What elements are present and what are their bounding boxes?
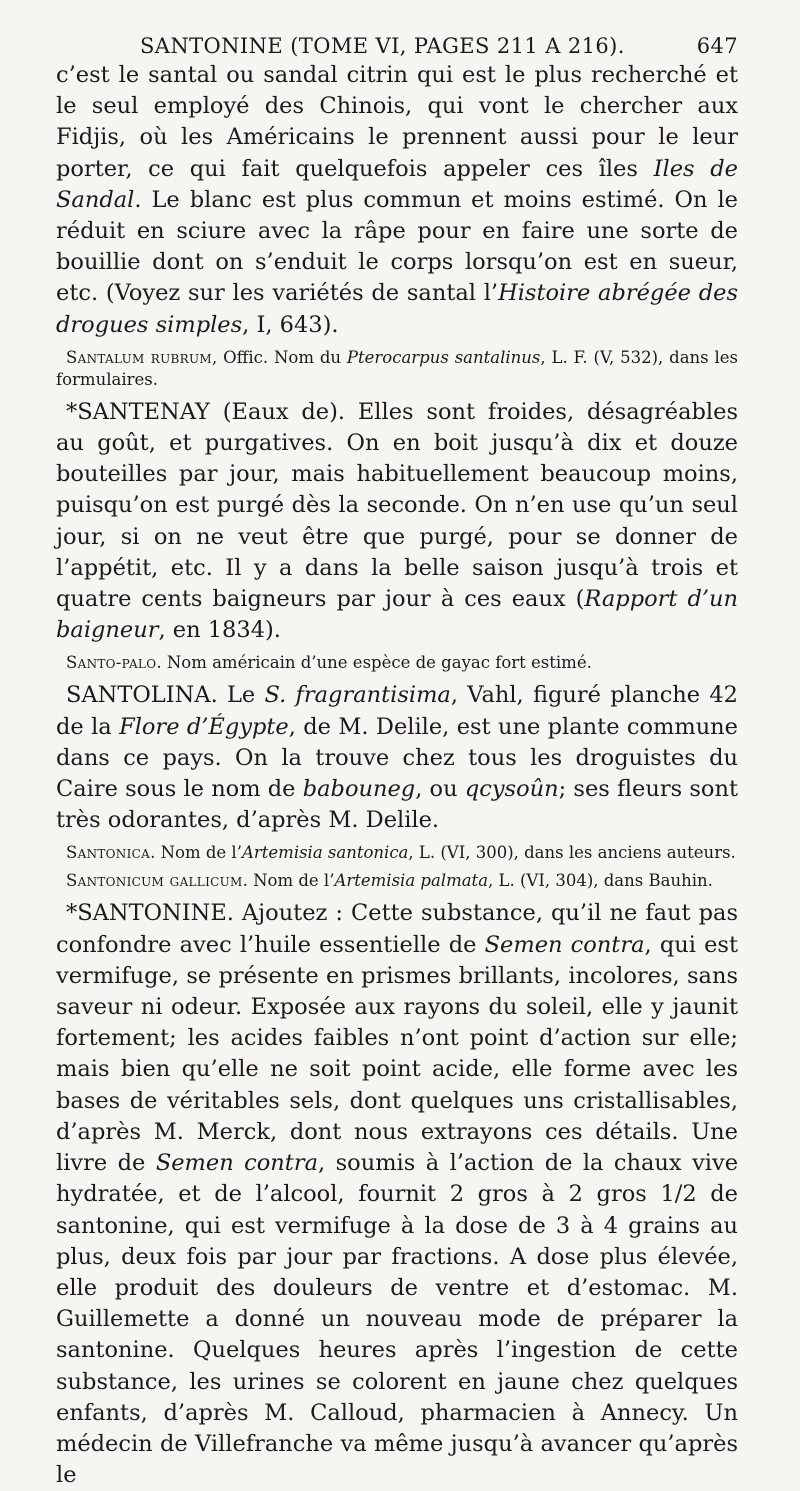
- italic-term: Semen contra: [484, 931, 645, 958]
- entry-text: . Nom de l’: [242, 871, 335, 891]
- entry-text: , ou: [415, 776, 465, 803]
- entry-text: , soumis à l’action de la chaux vive hydratée, et de l’alcool, fournit 2 gros à 2 gros 1/2 de santonine, qui est vermifuge à la dose de 3 à 4 grains au plus, deux fois par jour par fractions. A dose plus élevée, elle produit des douleurs de ventre et d’estomac. M. Guillemette a donné un nouveau mode de préparer la santonine. Quelques heures après l’ingestion de cette substance, les urines se colorent en jaune chez quelques enfants, d’après M. Calloud, pharmacien à Annecy. Un médecin de Villefranche va même jusqu’à avancer qu’après le: [56, 1150, 739, 1489]
- entry-headword: Santo-palo: [66, 653, 157, 673]
- running-header: [56, 34, 738, 58]
- italic-term: Semen contra: [155, 1150, 318, 1177]
- entry-note: [56, 842, 738, 864]
- running-header-title: SANTONINE (TOME VI, PAGES 211 A 216).: [140, 34, 625, 58]
- entry-text: , Offic. Nom du: [211, 347, 347, 367]
- entry-text: ; ses fleurs sont très odorantes, d’après M. Delile.: [56, 776, 738, 834]
- entry-text: . Nom américain d’une espèce de gayac fort estimé.: [156, 653, 592, 673]
- italic-term: Artemisia palmata: [334, 871, 489, 891]
- entry-paragraph: [56, 60, 738, 341]
- entry-text: c’est le santal ou sandal citrin qui est le plus recherché et le seul employé des Chinois, qui vont le chercher aux Fidjis, où les Américains le prennent aussi pour le leur porter, ce qui fait quelquefois appeler ces îles: [56, 62, 738, 182]
- entry-note: [56, 870, 738, 892]
- italic-term: Rapport d’un baigneur: [56, 586, 738, 644]
- entry-text: , I, 643).: [242, 311, 339, 338]
- entry-text: , qui est vermifuge, se présente en prismes brillants, incolores, sans saveur ni odeur. Exposée aux rayons du soleil, elle y jaunit fortement; les acides faibles n’ont point d’action sur elle; mais bien qu’elle ne soit point acide, elle forme avec les bases de véritables sels, dont quelques uns cristallisables, d’après M. Merck, dont nous extrayons ces détails. Une livre de: [56, 931, 739, 1177]
- italic-term: Pterocarpus santalinus: [346, 347, 541, 367]
- entry-text: , Vahl, figuré planche 42 de la: [56, 682, 738, 740]
- italic-term: qcysoûn: [464, 776, 559, 803]
- entry-text: , en 1834).: [158, 617, 281, 644]
- page-number: 647: [696, 34, 738, 58]
- entry-text: *SANTONINE. Ajoutez : Cette substance, qu’il ne faut pas confondre avec l’huile essentielle de: [56, 900, 738, 958]
- italic-term: Artemisia santonica: [241, 843, 409, 863]
- entry-paragraph: [56, 680, 738, 836]
- entry-text: . Nom de l’: [150, 843, 242, 863]
- entry-headword: Santalum rubrum: [66, 347, 212, 367]
- entry-note: [56, 652, 738, 674]
- entry-text: , L. F. (V, 532), dans les formulaires.: [56, 347, 739, 389]
- entry-headword: Santonicum gallicum: [66, 871, 243, 891]
- entry-headword: Santonica: [66, 843, 151, 863]
- entry-text: SANTOLINA. Le: [66, 682, 265, 709]
- italic-term: S. fragrantisima: [264, 682, 451, 709]
- entry-paragraph: [56, 397, 738, 647]
- entry-note: [56, 347, 738, 391]
- entry-paragraph: [56, 898, 738, 1491]
- page-body: [56, 60, 738, 1491]
- entry-text: . Le blanc est plus commun et moins estimé. On le réduit en sciure avec la râpe pour en faire une sorte de bouillie dont on s’enduit le corps lorsqu’on est en sueur, etc. (Voyez sur les variétés de santal l’: [56, 186, 738, 307]
- italic-term: Iles de Sandal: [56, 155, 738, 213]
- entry-text: *SANTENAY (Eaux de). Elles sont froides, désagréables au goût, et purgatives. On en boit jusqu’à dix et douze bouteilles par jour, mais habituellement beaucoup moins, puisqu’on est purgé dès la seconde. On n’en use qu’un seul jour, si on ne veut être que purgé, pour se donner de l’appétit, etc. Il y a dans la belle saison jusqu’à trois et quatre cents baigneurs par jour à ces eaux (: [56, 398, 738, 613]
- entry-text: , L. (VI, 300), dans les anciens auteurs.: [408, 843, 736, 863]
- italic-term: Histoire abrégée des drogues simples: [56, 280, 738, 338]
- entry-text: , L. (VI, 304), dans Bauhin.: [488, 871, 713, 891]
- entry-text: , de M. Delile, est une plante commune dans ce pays. On la trouve chez tous les droguistes du Caire sous le nom de: [56, 713, 738, 803]
- italic-term: Flore d’Égypte: [119, 713, 289, 740]
- italic-term: babouneg: [302, 776, 416, 803]
